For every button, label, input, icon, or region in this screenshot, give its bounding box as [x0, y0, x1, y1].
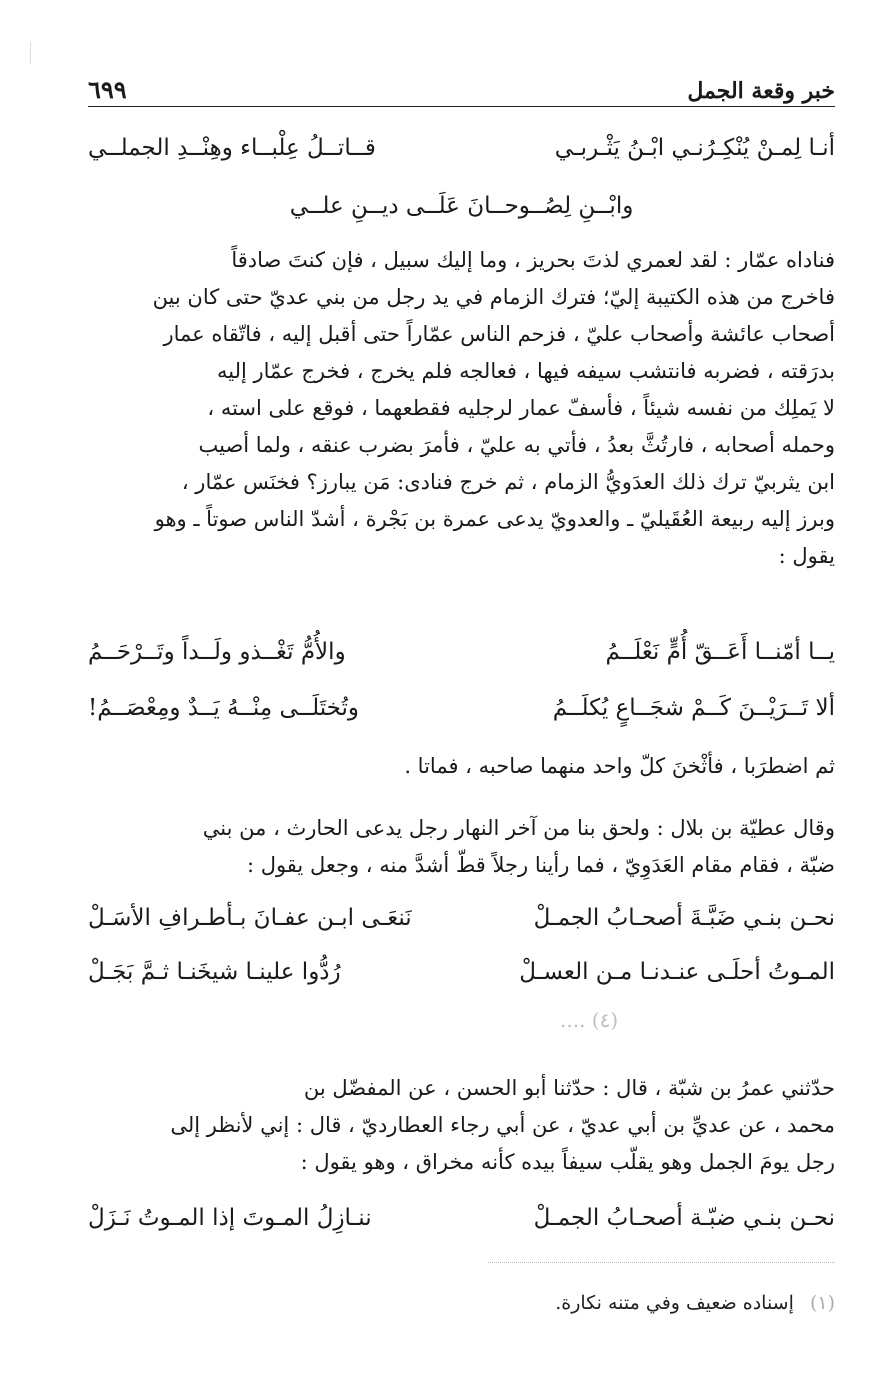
- verse-hemistich-left: والأُمُّ تَغْــذو ولَــداً وتَــرْحَــمُ: [88, 639, 346, 665]
- verse-line: [88, 632, 835, 672]
- text-line: بدرَقته ، فضربه فانتشب سيفه فيها ، فعالجه فلم يخرج ، فخرج عمّار إليه: [216, 359, 835, 383]
- verse-hemistich-left: ننـازِلُ المـوتَ إذا المـوتُ نَـزَلْ: [88, 1205, 372, 1231]
- text-line: وحمله أصحابه ، فارتُثَّ بعدُ ، فأتي به عليّ ، فأمرَ بضرب عنقه ، ولما أصيب: [198, 433, 835, 457]
- verse-line: [88, 186, 835, 226]
- footnote-divider: [488, 1262, 835, 1263]
- verse-hemistich-right: المـوتُ أحلَـى عنـدنـا مـن العسـلْ: [519, 959, 835, 985]
- text-line: لا يَملِك من نفسه شيئاً ، فأسفّ عمار لرجليه فقطعهما ، فوقع على استه ،: [207, 396, 835, 420]
- text-line: ضبّة ، فقام مقام العَدَوِيّ ، فما رأينا رجلاً قطّ أشدَّ منه ، وجعل يقول :: [246, 853, 835, 877]
- text-line: رجل يومَ الجمل وهو يقلّب سيفاً بيده كأنه مخراق ، وهو يقول :: [300, 1150, 835, 1174]
- text-line: وقال عطيّة بن بلال : ولحق بنا من آخر النهار رجل يدعى الحارث ، من بني: [202, 816, 835, 840]
- footnote-marker: (١): [809, 1292, 835, 1314]
- text-line: أصحاب عائشة وأصحاب عليّ ، فزحم الناس عمّاراً حتى أقبل إليه ، فاتّقاه عمار: [163, 322, 835, 346]
- verse-hemistich-right: يــا أمّنــا أَعَــقّ أُمٍّ نَعْلَــمُ: [605, 639, 835, 665]
- text-line: محمد ، عن عديِّ بن أبي عديّ ، عن أبي رجاء العطارديّ ، قال : إني لأنظر إلى: [170, 1113, 835, 1137]
- text-line: حدّثني عمرُ بن شبّة ، قال : حدّثنا أبو الحسن ، عن المفضّل بن: [303, 1076, 835, 1100]
- paragraph: [88, 242, 835, 575]
- verse-line: [88, 1198, 835, 1238]
- paragraph: [88, 748, 835, 785]
- text-line: وبرز إليه ربيعة العُقَيليّ ـ والعدويّ يدعى عمرة بن بَجْرة ، أشدّ الناس صوتاً ـ وهو: [154, 507, 835, 531]
- verse-hemistich-right: أنـا لِمـنْ يُنْكِـرُنـي ابْـنُ يَثْـربـي: [554, 135, 835, 161]
- text-line: فناداه عمّار : لقد لعمري لذتَ بحريز ، وما إليك سبيل ، فإن كنتَ صادقاً: [231, 248, 835, 272]
- paragraph: [88, 1070, 835, 1181]
- page-corner-mark: [30, 42, 37, 64]
- verse-line: [88, 128, 835, 168]
- footnote: [555, 1292, 835, 1314]
- verse-line: [88, 898, 835, 938]
- verse-line: [88, 688, 835, 728]
- footnote-text: إسناده ضعيف وفي متنه نكارة.: [555, 1292, 794, 1314]
- verse-hemistich-right: نحـن بنـي ضبّـة أصحـابُ الجمـلْ: [533, 1205, 835, 1231]
- verse-hemistich-left: نَنعَـى ابـن عفـانَ بـأطـرافِ الأسَـلْ: [88, 905, 412, 931]
- page-number: ٦٩٩: [88, 75, 127, 104]
- verse-hemistich-right: نحـن بنـي ضَبَّـةَ أصحـابُ الجمـلْ: [533, 905, 835, 931]
- verse-center: وابْــنِ لِصُــوحــانَ عَلَــى ديــنِ علــي: [289, 193, 634, 219]
- chapter-title: خبر وقعة الجمل: [687, 78, 835, 104]
- verse-line: [88, 952, 835, 992]
- page-header: [88, 72, 835, 107]
- text-line: فاخرج من هذه الكتيبة إليّ؛ فترك الزمام في يد رجل من بني عديّ حتى كان بين: [152, 285, 835, 309]
- verse-hemistich-left: وتُختَلَــى مِنْــهُ يَــدٌ ومِعْصَــمُ!: [88, 695, 360, 721]
- faded-text: (٤) ....: [560, 1008, 619, 1032]
- text-line: يقول :: [778, 544, 835, 568]
- paragraph: [88, 810, 835, 884]
- verse-hemistich-left: رُدُّوا علينـا شيخَنـا ثـمَّ بَجَـلْ: [88, 959, 341, 985]
- verse-hemistich-left: قــاتــلُ عِلْبــاء وهِنْــدِ الجملــي: [88, 135, 376, 161]
- text-line: ابن يثربيّ ترك ذلك العدَويُّ الزمام ، ثم خرج فنادى: مَن يبارز؟ فخنَس عمّار ،: [181, 470, 835, 494]
- verse-hemistich-right: ألا تَــرَيْــنَ كَــمْ شجَــاعٍ يُكلَــمُ: [552, 695, 835, 721]
- text-line: ثم اضطرَبا ، فأثْخنَ كلّ واحد منهما صاحبه ، فماتا .: [404, 754, 835, 778]
